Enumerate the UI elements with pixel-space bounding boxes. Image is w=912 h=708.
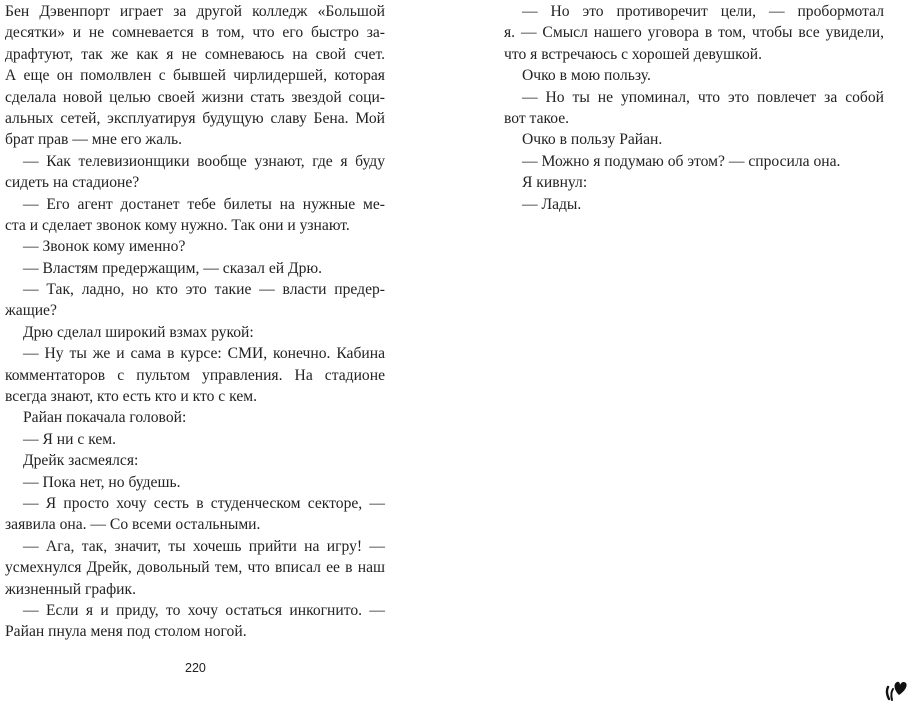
text-line: Я кивнул: (522, 174, 588, 192)
text-line: комментаторов с пультом управления. На стадионе (5, 366, 385, 384)
text-line: ста и сделает звонок кому нужно. Так они и узнают. (5, 216, 350, 234)
text-line: вот такое. (504, 109, 570, 127)
text-line: — Я просто хочу сесть в студенческом секторе, — (23, 494, 385, 512)
page-number: 220 (185, 661, 206, 675)
text-line: сделала новой целью своей жизни стать звездой соци- (5, 88, 385, 106)
text-line: брат прав — мне его жаль. (5, 131, 183, 149)
text-line: я. — Смысл нашего уговора в том, чтобы все увидели, (504, 24, 884, 42)
text-line: Райан пнула меня под столом ногой. (5, 623, 247, 641)
text-line: — Как телевизионщики вообще узнают, где я буду (23, 152, 385, 170)
text-line: усмехнулся Дрейк, довольный тем, что вписал ее в наш (5, 559, 385, 577)
text-line: А еще он помолвлен с бывшей чирлидершей, которая (5, 67, 385, 85)
text-line: драфтуют, так же как я не сомневаюсь на свой счет. (5, 45, 385, 63)
text-line: — Властям предержащим, — сказал ей Дрю. (23, 259, 323, 277)
text-line: — Но это противоречит цели, — пробормотал (522, 3, 884, 20)
text-line: всегда знают, кто есть кто и кто с кем. (5, 388, 258, 406)
text-line: — Если я и приду, то хочу остаться инкогнито. — (23, 601, 385, 619)
text-line: заявила она. — Со всеми остальными. (5, 516, 261, 534)
text-line: сидеть на стадионе? (5, 174, 140, 192)
text-line: — Его агент достанет тебе билеты на нужные ме- (23, 195, 385, 213)
text-line: жащие? (5, 302, 57, 320)
text-line: — Ну ты же и сама в курсе: СМИ, конечно. Кабина (23, 345, 385, 363)
text-line: Очко в пользу Райан. (522, 131, 663, 149)
right-page-text (504, 0, 884, 215)
heart-brush-logo-icon (883, 673, 909, 703)
text-line: жизненный график. (5, 580, 136, 598)
text-line: Бен Дэвенпорт играет за другой колледж «Большой (5, 3, 385, 20)
text-line: — Но ты не упоминал, что это повлечет за собой (522, 88, 884, 106)
text-line: десятки» и не сомневается в том, что его быстро за- (5, 24, 385, 42)
text-line: — Пока нет, но будешь. (23, 473, 181, 491)
text-line: Дрю сделал широкий взмах рукой: (23, 323, 254, 341)
text-line: — Я ни с кем. (23, 430, 117, 448)
text-line: Дрейк засмеялся: (23, 452, 139, 470)
text-line: — Так, ладно, но кто это такие — власти предер- (23, 281, 385, 299)
text-line: — Можно я подумаю об этом? — спросила она. (522, 152, 841, 170)
left-page-text (5, 0, 385, 643)
text-line: альных сетей, эксплуатируя будущую славу Бена. Мой (5, 109, 385, 127)
text-line: Очко в мою пользу. (522, 67, 651, 85)
text-line: Райан покачала головой: (23, 409, 187, 427)
text-line: что я встречаюсь с хорошей девушкой. (504, 45, 762, 63)
text-line: — Звонок кому именно? (23, 238, 186, 256)
text-line: — Ага, так, значит, ты хочешь прийти на игру! — (23, 537, 385, 555)
text-line: — Лады. (522, 195, 582, 213)
